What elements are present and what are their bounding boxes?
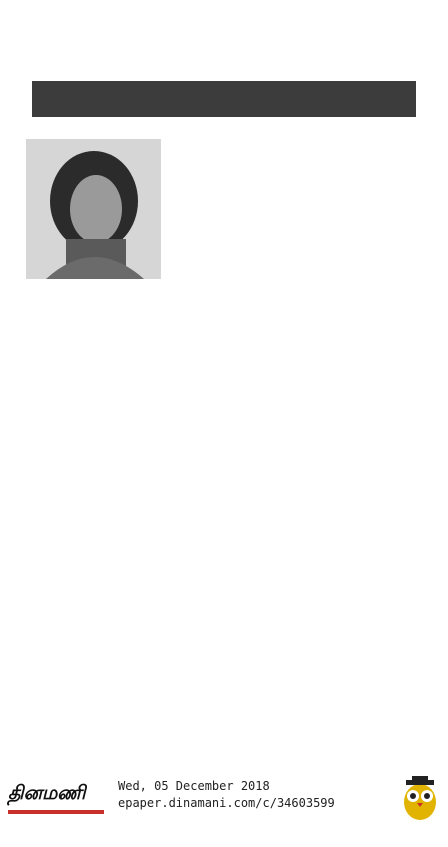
logo-underline <box>8 810 104 814</box>
article-headline <box>0 0 448 4</box>
epaper-footer <box>0 772 448 847</box>
edition-meta <box>118 778 378 812</box>
photo-wrap-space <box>10 126 168 282</box>
epaper-link[interactable]: epaper.dinamani.com/c/34603599 <box>118 796 335 810</box>
dinamani-logo: தினமணி <box>8 782 86 804</box>
article-subhead <box>32 81 416 117</box>
article-body <box>10 126 440 766</box>
edition-date: Wed, 05 December 2018 <box>118 779 270 793</box>
owl-mascot-icon <box>400 776 440 822</box>
